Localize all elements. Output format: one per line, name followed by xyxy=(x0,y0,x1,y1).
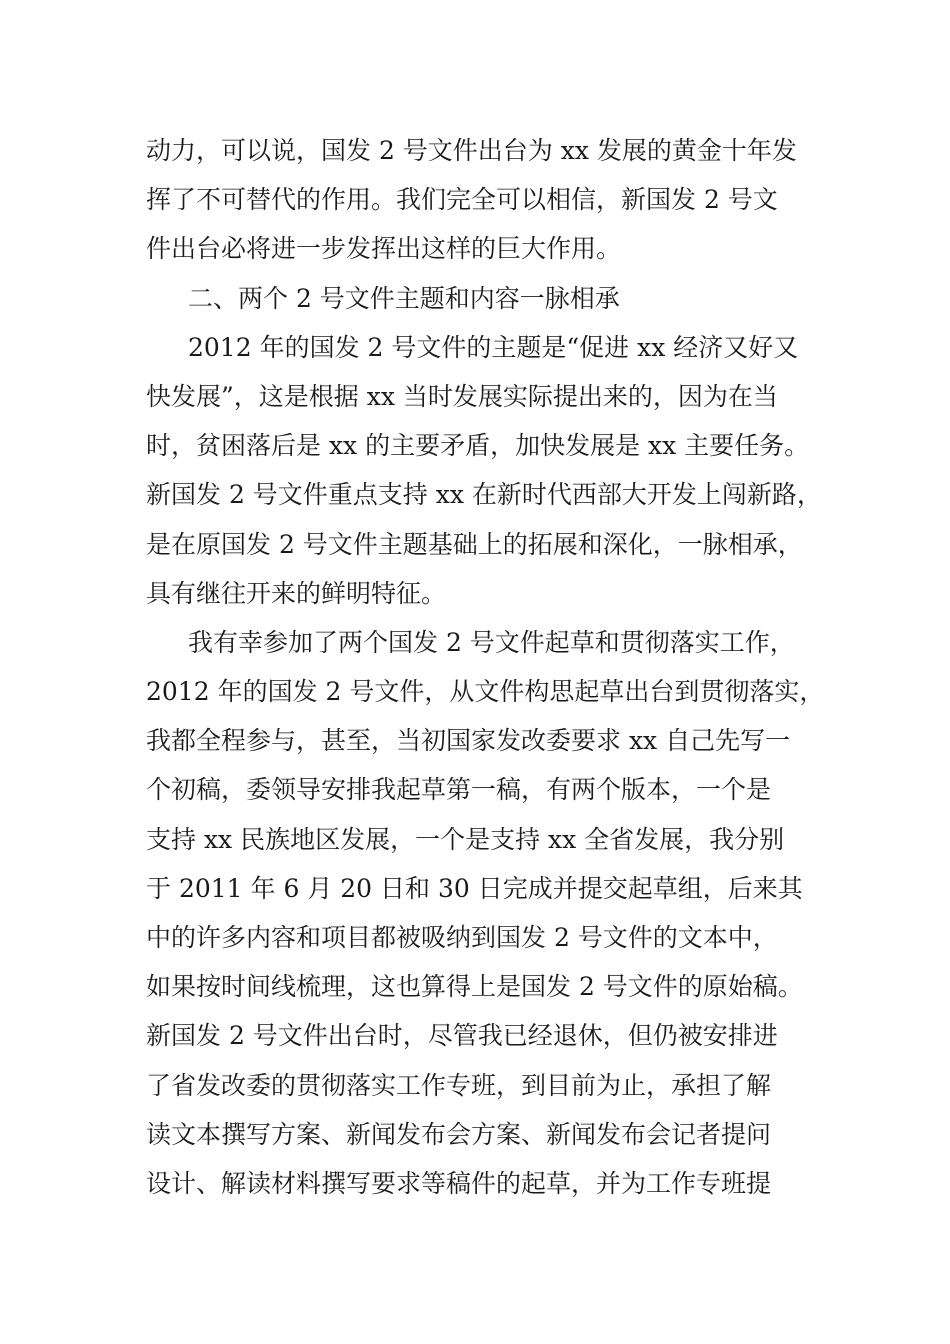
body-line: 我有幸参加了两个国发 2 号文件起草和贯彻落实工作， xyxy=(188,627,795,657)
body-line: 了省发改委的贯彻落实工作专班，到目前为止，承担了解 xyxy=(146,1070,772,1100)
section-heading: 二、两个 2 号文件主题和内容一脉相承 xyxy=(188,283,620,313)
document-body xyxy=(146,126,836,1208)
body-line: 读文本撰写方案、新闻发布会方案、新闻发布会记者提问 xyxy=(146,1119,772,1149)
body-line: 个初稿，委领导安排我起草第一稿，有两个版本，一个是 xyxy=(146,775,772,805)
body-line: 新国发 2 号文件重点支持 xx 在新时代西部大开发上闯新路， xyxy=(146,480,822,510)
body-line: 2012 年的国发 2 号文件的主题是“促进 xx 经济又好又 xyxy=(188,332,799,362)
body-line: 件出台必将进一步发挥出这样的巨大作用。 xyxy=(146,234,622,264)
body-line: 时，贫困落后是 xx 的主要矛盾，加快发展是 xx 主要任务。 xyxy=(146,431,810,461)
body-line: 挥了不可替代的作用。我们完全可以相信，新国发 2 号文 xyxy=(146,185,778,215)
body-line: 新国发 2 号文件出台时，尽管我已经退休，但仍被安排进 xyxy=(146,1021,778,1051)
body-line: 如果按时间线梳理，这也算得上是国发 2 号文件的原始稿。 xyxy=(146,972,803,1002)
body-line: 我都全程参与，甚至，当初国家发改委要求 xx 自己先写一 xyxy=(146,726,791,756)
body-line: 快发展”，这是根据 xx 当时发展实际提出来的，因为在当 xyxy=(146,381,778,411)
body-line: 于 2011 年 6 月 20 日和 30 日完成并提交起草组，后来其 xyxy=(146,873,803,903)
body-line: 支持 xx 民族地区发展，一个是支持 xx 全省发展，我分别 xyxy=(146,824,785,854)
body-line: 2012 年的国发 2 号文件，从文件构思起草出台到贯彻落实， xyxy=(146,677,825,707)
body-line: 具有继往开来的鲜明特征。 xyxy=(146,578,447,608)
body-line: 是在原国发 2 号文件主题基础上的拓展和深化，一脉相承， xyxy=(146,529,803,559)
body-line: 中的许多内容和项目都被吸纳到国发 2 号文件的文本中， xyxy=(146,923,778,952)
body-line: 动力，可以说，国发 2 号文件出台为 xx 发展的黄金十年发 xyxy=(146,136,797,165)
body-line: 设计、解读材料撰写要求等稿件的起草，并为工作专班提 xyxy=(146,1168,772,1198)
